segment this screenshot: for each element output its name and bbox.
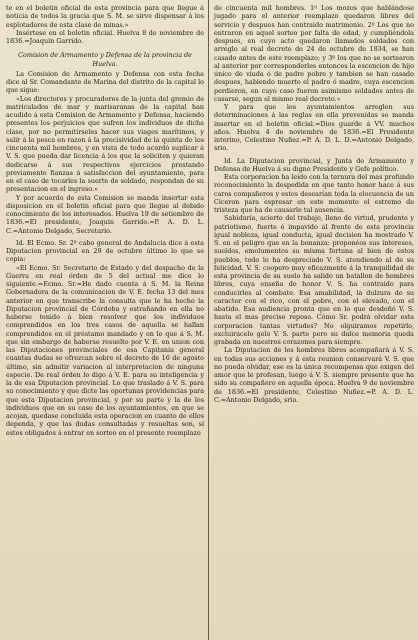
paragraph: Id. La Diputacion provincial, y Junta de Armamento y Defensa de Huelva á su digno Presidente y Gefe político. — [214, 156, 414, 173]
paragraph: La Diputacion de los hombres libres acompañará á V. S. en todas sus acciones y á esta reunion conservará V. S. que no pueda olvidar, ese es la única recompensa que exigen del amor que le profesan, luego á V. S. siempre presente que ha sido su compañero en aquella época. Huelva 9 de noviembre de 1836.=El presidente, Celestino Nuñez.=P. A. D. L. C.=Antonio Delgado, srio. — [214, 346, 414, 404]
right-column — [214, 4, 414, 404]
paragraph: te en el boletin oficial de esta provincia para que llegue á noticia de todos la gracia que S. M. se sirve dispensar á los esplotadores de esta clase de minas.» — [6, 4, 204, 29]
section-heading: Comision de Armamento y Defensa de la provincia de Huelva. — [18, 51, 192, 68]
spacer — [6, 45, 204, 49]
paragraph: Esta corporacion ha leido con la ternura del mas profundo reconocimiento la despedida en que tanto honor hace á sus caros compañeros y estos desearían toda la elocuencia de un Ciceron para espresar en este momento el estremo de tristeza que ha de causarle tal ausencia. — [214, 173, 414, 214]
paragraph: Id. El Ecmo. Sr. 2º cabo general de Andalucía dice á esta Diputacion provincial en 29 de octubre último lo que se copia: — [6, 238, 204, 264]
paragraph: «El Ecmo. Sr. Secretario de Estado y del despacho de la Guerra en real órden de 5 del actual me dice lo siguiente.=Ecmo. Sr.=He dado cuenta á S. M. la Reina Gobernadora de la comunicacion de V. E. fecha 13 del mes anterior en que transcribe la consulta que le ha hecho la Diputacion provincial de Córdoba y estrañando en ella no haberse tenido á bien resolver que los individuos comprendidos en los tres casos de aquella se hallan comprendidos en el préstamo mandado y en lo que á S. M. que sin embargo de haberse resuelto por V. E. en union con las Diputaciones provinciales de esa Capitanía general cuantas dudas se ofrezcan sobre el decreto de 16 de agosto último, sin admitir variacion al interpretacion de ninguna especie. De real órden lo digo á V. E. para su inteligencia y la de esa Diputacion provincial. Lo que traslado á V. S. para su conocimiento y que dicte las oportunas providencias para que esta Diputacion provincial, y por su parte y la de los individuos que en su caso de los ayuntamientos, en que se acojan, quedase concluida esta operacion en cuanto de ellos dependa, y que las dudas consultadas y resueltas son, sí estos obligados á entrar en sorteo en el presente reemplazo — [6, 263, 204, 437]
left-column — [6, 4, 204, 437]
paragraph: La Comision de Armamento y Defensa con esta fecha dice al Sr. Comandante de Marina del distrito de la capital lo que sigue: — [6, 69, 204, 95]
paragraph: Sabiduría, acierto del trabajo, lleno de virtud, prudente y patriotismo, fuerte é impavido al frente de esta provincia igual nobleza, igual conducta, igual decision ha mostrado V. S. en el peligro que en la bonanza: proponéos sus intereses, sueldos, emolumentos su misma fortuna al bien de estos pueblos, todo lo ha despreciado V. S. atendiendo al de su felicidad. V. S. coopero muy eficazmente á la tranquilidad de esta provincia de su suelo ha salido un batallon de hombres libres, cuya enseña de honor V. S. ha contraido para conducirles al combate. Esa amabilidad, la dulzura de su caracter con el rico, con el pobre, con el elevado, con el abatido. Esa audiencia pronta que en lo que desdeñó V. S. hasta el mas preciso reposo. Cómo Sr. podrá olvidar esta corporacion tantas virtudes? No olguiramos repetirlo, excluirácelo gelo V. S. parte pero su dulce memoria queda grabada en nuestros corazones para siempre. — [214, 214, 414, 346]
paragraph: «Los directores y procuradores de la junta del gremio de matriculados de mar y marisaranas de la capital han acudido á esta Comision de Armamento y Defensa, haciendo presentes los perjuicios que sufren los individuos de dicha clase, por no permitírseles hacer sus viages marítimos, y salir á la pesca en razon á la precisividad de la quinta de los cincuenta mil hombres, y en vista de todo acordó suplicar á V. S. que pueda dar licencia á los que la soliciten y quieran dedicarse á sus respectivos ejercicios prestando previamente fianzas á satisfaccion del ayuntamiento, para en el caso de tocarles la suerte de soldado, respondan de su presentacion en el ingreso.» — [6, 94, 204, 194]
column-divider — [208, 0, 209, 640]
paragraph: Y por acuerdo de esta Comision se manda insertar esta disposicion en el boletin oficial para que llegue al debido conocimiento de los interesados. Huelva 19 de setiembre de 1836.=El presidente, Joaquin Garrido.=P. A. D. L. C.=Antonio Delgado, Secretario. — [6, 193, 204, 235]
paragraph: de cincuenta mil hombres. 1º Los mozos que hablándose jugado para el anterior reemplazo quedaron libres del servicio y despues han contraido matrimonio. 2º Los que no entraron en aquel sorteo por falta de edad, y cumpliéndola despues, en cuyo acto quedaron llamados soldados con arreglo al real decreto de 24 de octubre de 1834, se han casado antes de este reemplazo; y 3º los que no se sortearon al anterior por corresponderles entonces la escencion de hijo único de viuda ó de padre pobre y tambien se han casado despues, habiendo muerto el padre ó madre, cuya escencion perdieron, en cuyo caso fueron asimismo soldados antes de casarse, segun el mismo real decreto.» — [214, 4, 414, 103]
paragraph: Insértese en el boletin oficial. Huelva 8 de noviembre de 1836.=Joaquin Garrido. — [6, 28, 204, 45]
paragraph: Y para que los ayuntamientos arreglen sus determinaciones á las reglas en ella prevenidas se manda insertar en el boletin oficial.=Dios guarde á VV. muchos años. Huelva 4 de noviembre de 1836.=El Presidente interino, Celestino Nuñez.=P. A. D. L. D.=Antonio Delgado, srio. — [214, 103, 414, 153]
